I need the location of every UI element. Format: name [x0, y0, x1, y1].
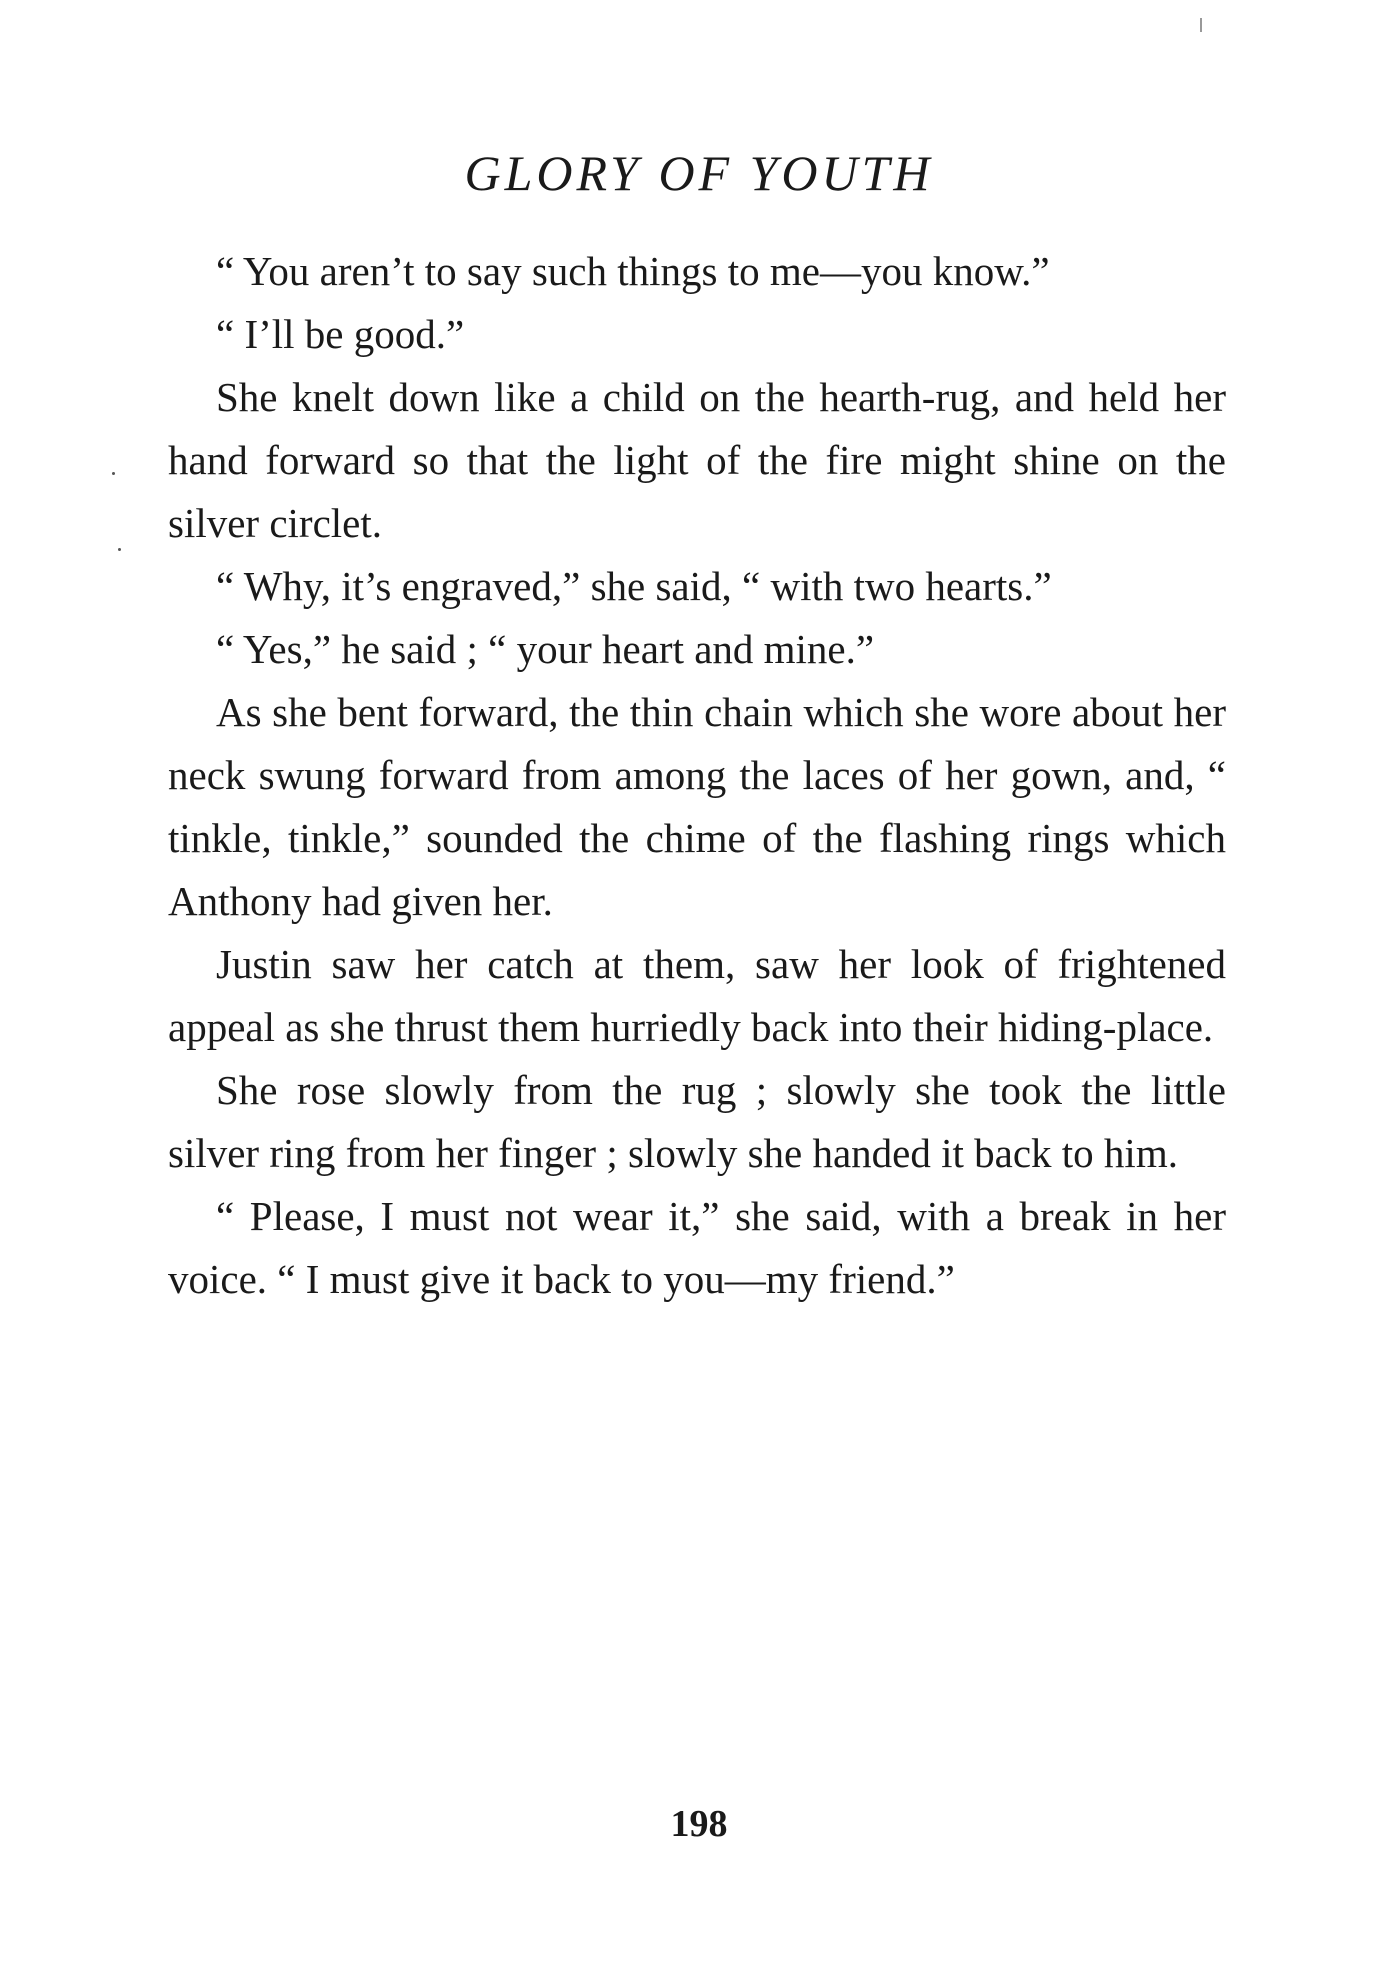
running-head: GLORY OF YOUTH: [464, 145, 934, 201]
paragraph-8: She rose slowly from the rug ; slowly she took the little silver ring from her finger ; slowly she handed it back to him.: [168, 1067, 1226, 1176]
paragraph-3: She knelt down like a child on the hearth-rug, and held her hand forward so that the light of the fire might shine on the silver circlet.: [168, 374, 1226, 546]
paragraph-4: “ Why, it’s engraved,” she said, “ with two hearts.”: [216, 563, 1052, 609]
page-number: 198: [670, 1803, 728, 1845]
scan-speck: [1200, 18, 1202, 32]
paragraph-6: As she bent forward, the thin chain which she wore about her neck swung forward from among the laces of her gown, and, “ tinkle, tinkle,” sounded the chime of the flashing rings which Anthony had given her.: [168, 689, 1226, 924]
paragraph-7: Justin saw her catch at them, saw her look of frightened appeal as she thrust them hurriedly back into their hiding-place.: [168, 941, 1226, 1050]
scan-speck: [112, 472, 115, 475]
paragraph-1: “ You aren’t to say such things to me—you know.”: [216, 248, 1050, 294]
scan-speck: [118, 548, 121, 551]
paragraph-9: “ Please, I must not wear it,” she said, with a break in her voice. “ I must give it back to you—my friend.”: [168, 1193, 1226, 1302]
paragraph-5: “ Yes,” he said ; “ your heart and mine.”: [216, 626, 875, 672]
paragraph-2: “ I’ll be good.”: [216, 311, 465, 357]
body-text: [168, 240, 1226, 1311]
